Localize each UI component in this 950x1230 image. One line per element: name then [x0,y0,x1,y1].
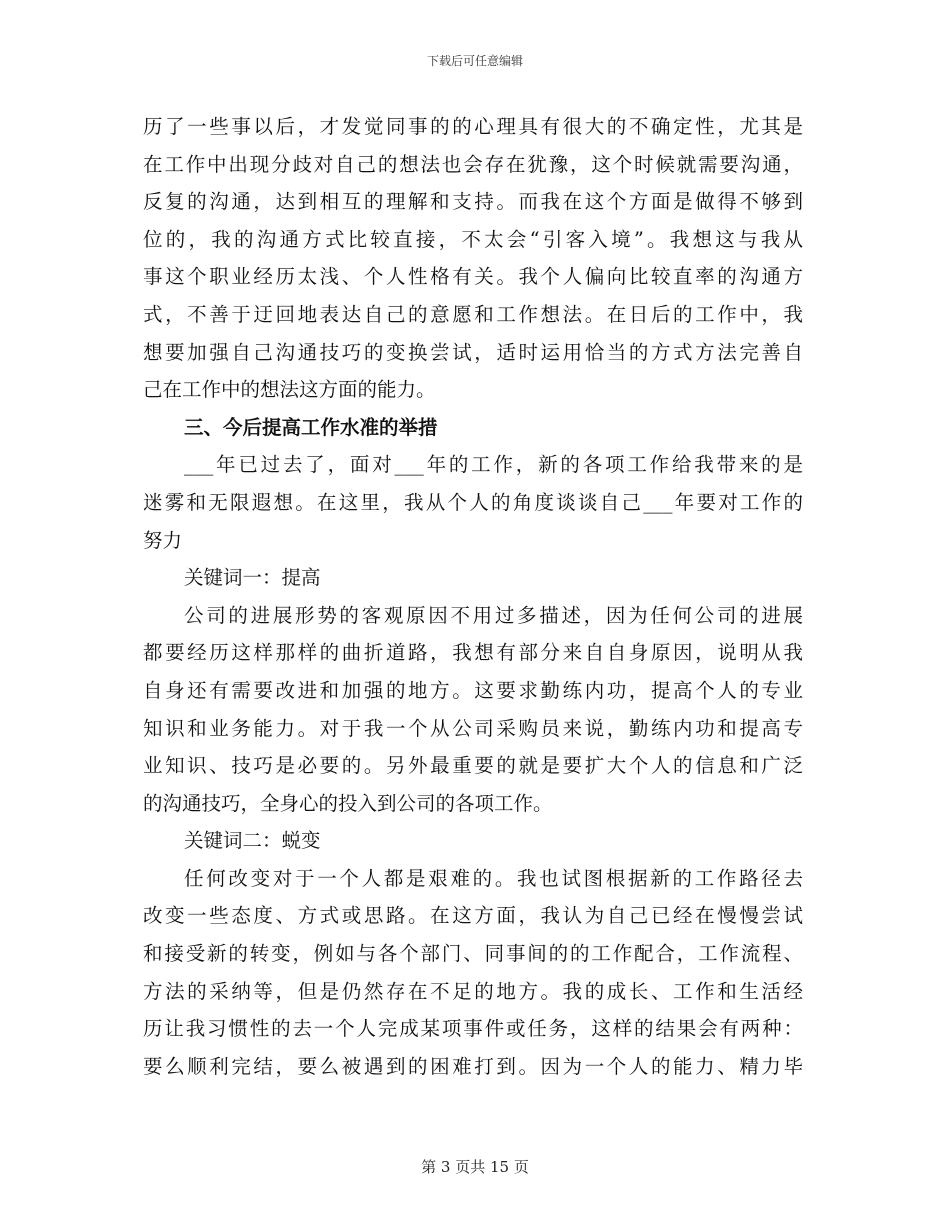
paragraph-line: 式，不善于迂回地表达自己的意愿和工作想法。在日后的工作中，我 [143,302,803,326]
paragraph-line: 都要经历这样那样的曲折道路，我想有部分来自自身原因，说明从我 [143,641,803,665]
paragraph-line: 想要加强自己沟通技巧的变换尝试，适时运用恰当的方式方法完善自 [143,340,803,364]
paragraph-line: 任何改变对于一个人都是艰难的。我也试图根据新的工作路径去 [184,866,803,890]
paragraph-line: 努力 [143,528,183,552]
paragraph-line: 历让我习惯性的去一个人完成某项事件或任务，这样的结果会有两种： [143,1017,803,1041]
paragraph-line: 要么顺利完结，要么被遇到的困难打到。因为一个人的能力、精力毕 [143,1054,803,1078]
paragraph-line: 迷雾和无限遐想。在这里，我从个人的角度谈谈自己___年要对工作的 [143,490,803,514]
paragraph-line: 己在工作中的想法这方面的能力。 [143,378,436,402]
paragraph-line: 公司的进展形势的客观原因不用过多描述，因为任何公司的进展 [184,603,803,627]
page-header-note: 下载后可任意编辑 [426,54,523,68]
paragraph-line: 位的，我的沟通方式比较直接，不太会“引客入境”。我想这与我从 [143,227,803,251]
keyword-heading: 关键词二：蜕变 [184,829,321,853]
paragraph-line: 的沟通技巧，全身心的投入到公司的各项工作。 [143,791,553,815]
paragraph-line: 知识和业务能力。对于我一个从公司采购员来说，勤练内功和提高专 [143,716,803,740]
page-number: 第 3 页共 15 页 [421,1158,529,1176]
paragraph-line: 和接受新的转变，例如与各个部门、同事间的的工作配合，工作流程、 [143,942,803,966]
keyword-heading: 关键词一：提高 [184,566,321,590]
document-body [143,108,803,1085]
paragraph-line: 事这个职业经历太浅、个人性格有关。我个人偏向比较直率的沟通方 [143,265,803,289]
paragraph-line: 改变一些态度、方式或思路。在这方面，我认为自己已经在慢慢尝试 [143,904,803,928]
paragraph-line: 自身还有需要改进和加强的地方。这要求勤练内功，提高个人的专业 [143,678,803,702]
paragraph-line: 在工作中出现分歧对自己的想法也会存在犹豫，这个时候就需要沟通， [143,152,803,176]
paragraph-line: ___年已过去了，面对___年的工作，新的各项工作给我带来的是 [184,453,803,477]
paragraph-line: 方法的采纳等，但是仍然存在不足的地方。我的成长、工作和生活经 [143,979,803,1003]
paragraph-line: 历了一些事以后，才发觉同事的的心理具有很大的不确定性，尤其是 [143,115,803,138]
section-heading: 三、今后提高工作水准的举措 [184,415,438,439]
paragraph-line: 业知识、技巧是必要的。另外最重要的就是要扩大个人的信息和广泛 [143,754,803,778]
paragraph-line: 反复的沟通，达到相互的理解和支持。而我在这个方面是做得不够到 [143,190,803,214]
